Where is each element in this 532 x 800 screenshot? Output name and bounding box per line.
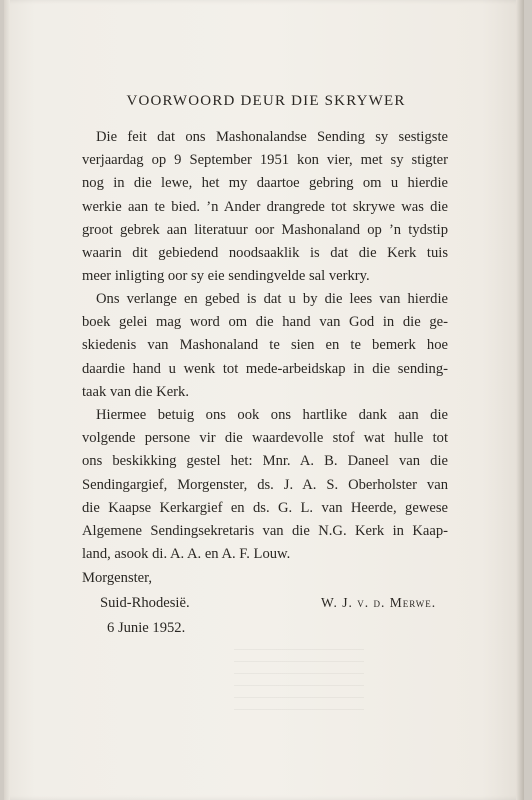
paragraph-1 <box>82 126 448 288</box>
paragraph-line: Sendingargief, Morgenster, ds. J. A. S. Oberholster van <box>82 476 448 493</box>
closing-place: Morgenster, <box>82 570 153 586</box>
author-signature <box>321 595 436 611</box>
paragraph-3 <box>82 404 448 566</box>
page-title: VOORWOORD DEUR DIE SKRYWER <box>126 93 406 109</box>
paragraph-2 <box>82 288 448 404</box>
paragraph-line: nog in die lewe, het my daartoe gebring om u hierdie <box>82 175 448 192</box>
page-edge <box>516 0 524 800</box>
paragraph-line: verjaardag op 9 September 1951 kon vier, met sy stigter <box>82 152 448 169</box>
paragraph-line: waarin dit gebiedend noodsaaklik is dat die Kerk tuis <box>82 245 448 262</box>
paragraph-line: die Kaapse Kerkargief en ds. G. L. van Heerde, gewese <box>82 499 448 516</box>
paragraph-line: Ons verlange en gebed is dat u by die lees van hierdie <box>96 291 448 307</box>
closing-date: 6 Junie 1952. <box>107 620 186 636</box>
paragraph-line: Algemene Sendingsekretaris van die N.G. Kerk in Kaap- <box>82 523 448 540</box>
bleed-through-text <box>234 640 364 710</box>
closing-region: Suid-Rhodesië. <box>100 595 190 611</box>
paragraph-line: skiedenis van Mashonaland te sien en te bemerk hoe <box>82 337 448 354</box>
paragraph-line: Die feit dat ons Mashonalandse Sending sy sestigste <box>96 129 448 145</box>
paragraph-line: volgende persone vir die waardevolle stof wat hulle tot <box>82 430 448 447</box>
paragraph-line: daardie hand u wenk tot mede-arbeidskap in die sending- <box>82 360 448 377</box>
paragraph-line: groot gebrek aan literatuur oor Mashonaland op ’n tydstip <box>82 221 448 238</box>
paragraph-line: meer inligting oor sy eie sendingvelde sal verkry. <box>82 268 370 285</box>
paragraph-line: boek gelei mag word om die hand van God in die ge- <box>82 314 448 331</box>
signature-text: W. J. v. d. Merwe. <box>321 595 437 610</box>
paragraph-line: taak van die Kerk. <box>82 383 189 400</box>
paragraph-line: werkie aan te bied. ’n Ander drangrede tot skrywe was die <box>82 198 448 215</box>
page-spine <box>4 0 10 800</box>
paragraph-line: land, asook di. A. A. en A. F. Louw. <box>82 546 291 563</box>
paragraph-line: Hiermee betuig ons ook ons hartlike dank aan die <box>96 407 448 423</box>
paragraph-line: ons beskikking gestel het: Mnr. A. B. Daneel van die <box>82 453 448 470</box>
